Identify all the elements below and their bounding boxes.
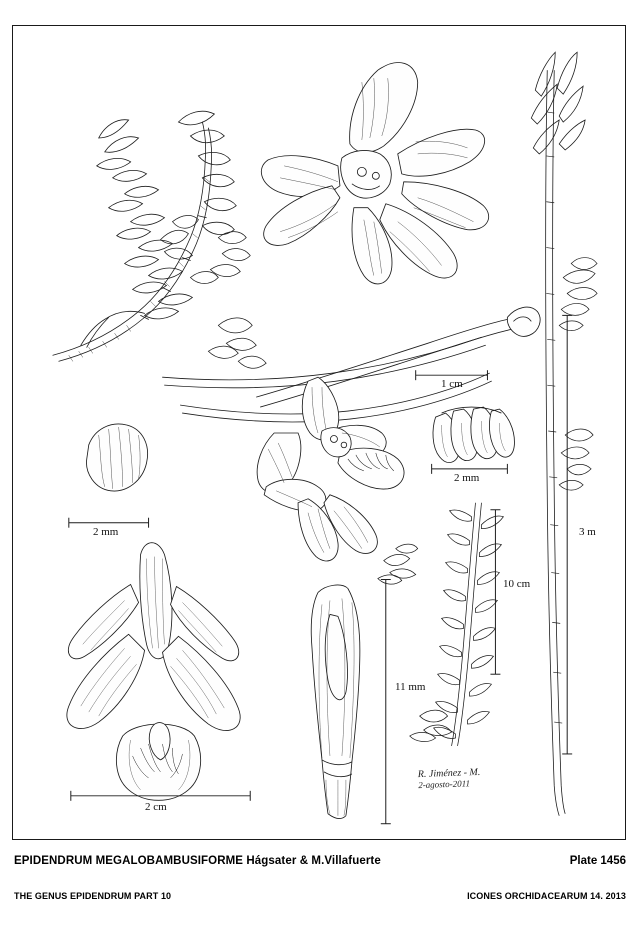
floral-bract-drawing (87, 424, 148, 491)
leafy-shoot-drawing (378, 503, 504, 746)
pollinia-drawing (433, 407, 514, 462)
species-caption (14, 855, 381, 867)
stem-segment-drawing (311, 585, 360, 819)
caption-secondary-row (14, 891, 626, 901)
scale-label-10cm: 10 cm (503, 578, 531, 590)
artist-signature-date: 2-agosto-2011 (418, 778, 471, 791)
artist-signature-name: R. Jiménez - M. (417, 766, 481, 781)
caption-primary-row (14, 855, 626, 867)
caption-block (14, 855, 626, 925)
flower-front-view-drawing (261, 63, 488, 284)
scale-label-2mm-bract: 2 mm (93, 526, 119, 538)
scale-label-3m: 3 m (579, 526, 596, 538)
dissected-perianth-drawing (67, 543, 240, 801)
scale-label-11mm: 11 mm (395, 681, 426, 693)
artist-signature (418, 767, 481, 790)
scale-label-1cm: 1 cm (441, 378, 463, 390)
scale-label-2mm-pollinia: 2 mm (454, 472, 480, 484)
series-title: THE GENUS EPIDENDRUM PART 10 (14, 891, 172, 901)
species-authors: Hágsater & M.Villafuerte (246, 855, 381, 867)
scale-label-2cm: 2 cm (145, 801, 167, 813)
journal-citation: ICONES ORCHIDACEARUM 14. 2013 (467, 891, 626, 901)
species-name: EPIDENDRUM MEGALOBAMBUSIFORME (14, 855, 244, 867)
plate-illustration-frame (12, 25, 626, 840)
botanical-illustration (13, 26, 625, 839)
whole-plant-cane-drawing (531, 52, 597, 816)
plate-number: Plate 1456 (569, 855, 626, 867)
